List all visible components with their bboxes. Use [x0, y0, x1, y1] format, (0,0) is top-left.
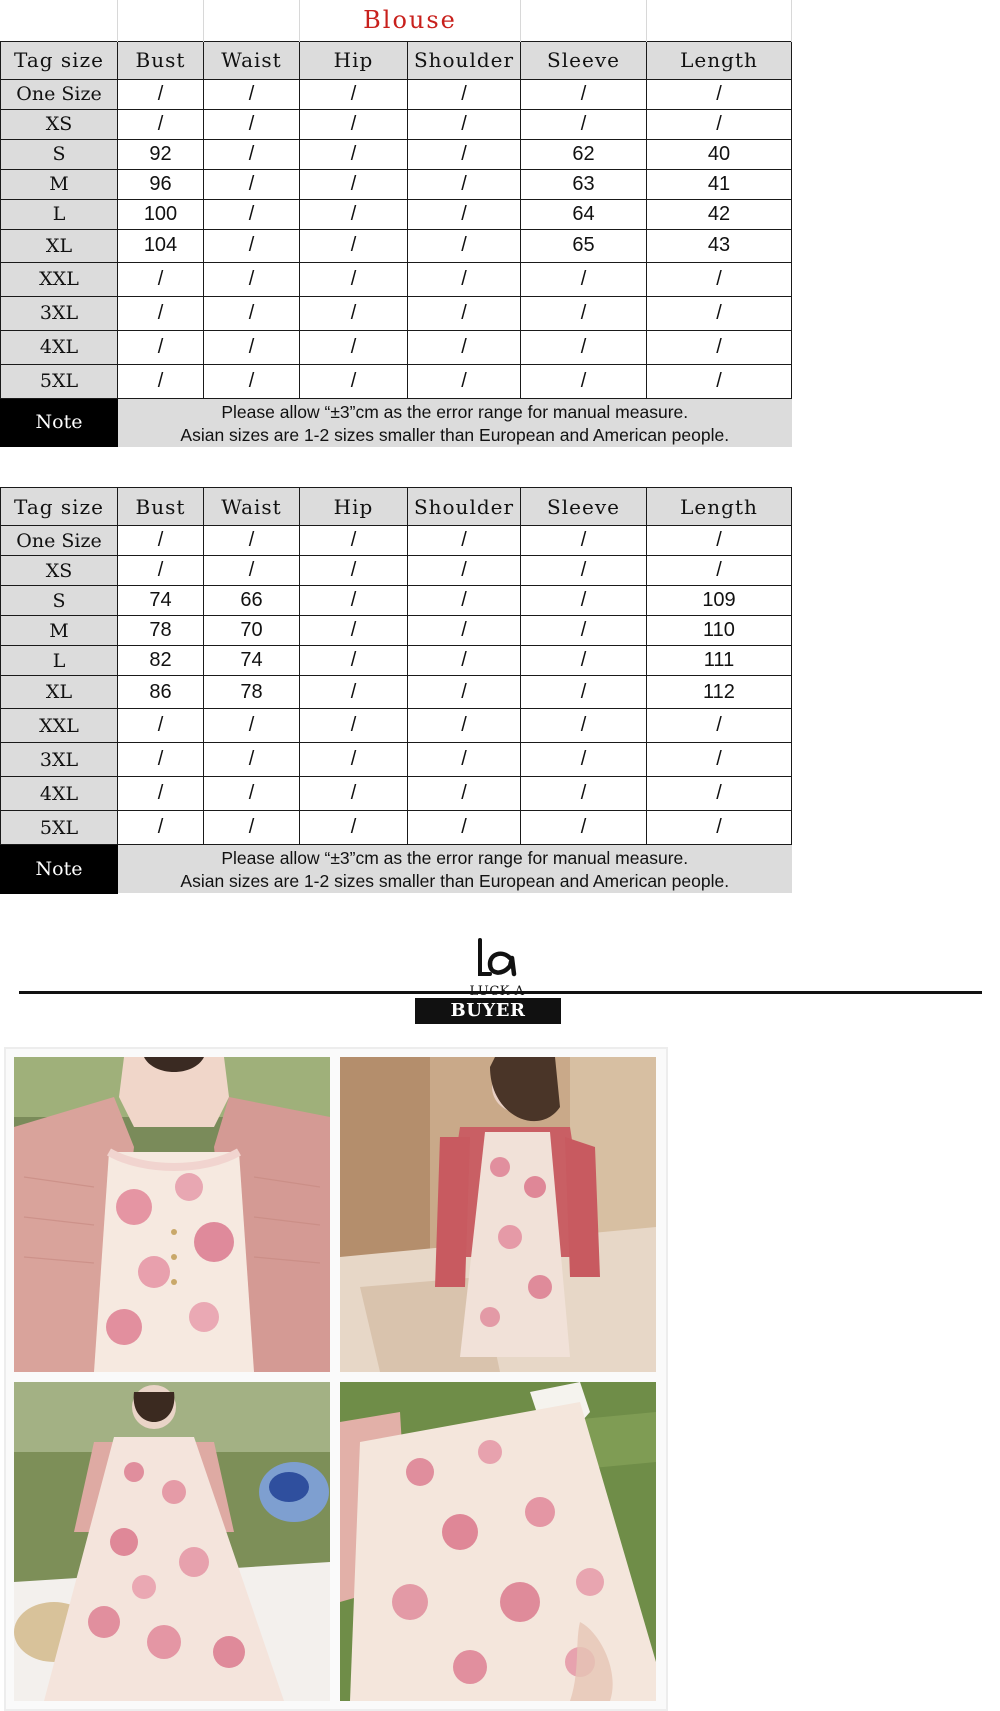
blouse-cell: /	[204, 296, 300, 330]
blouse-cell: 92	[118, 139, 204, 169]
blouse-cell: 63	[521, 169, 647, 199]
blouse-row	[1, 109, 792, 139]
blouse-cell: /	[300, 109, 408, 139]
blouse-cell: 100	[118, 199, 204, 229]
dress-cell: /	[300, 777, 408, 811]
blouse-cell: /	[118, 262, 204, 296]
dress-header-cell: Waist	[204, 488, 300, 526]
blouse-row	[1, 199, 792, 229]
dress-cell: 82	[118, 646, 204, 676]
blouse-header-cell: Shoulder	[408, 41, 521, 79]
blouse-cell: 65	[521, 229, 647, 262]
dress-header-cell: Length	[647, 488, 792, 526]
blouse-cell: /	[647, 364, 792, 398]
blouse-cell: 43	[647, 229, 792, 262]
dress-cell: /	[408, 811, 521, 845]
blouse-cell: /	[204, 109, 300, 139]
dress-size-label: S	[1, 586, 118, 616]
blouse-cell: 64	[521, 199, 647, 229]
dress-cell: /	[118, 556, 204, 586]
blouse-cell: /	[300, 229, 408, 262]
dress-cell: /	[521, 676, 647, 709]
blouse-header-cell: Tag size	[1, 41, 118, 79]
dress-cell: /	[300, 743, 408, 777]
dress-header-cell: Shoulder	[408, 488, 521, 526]
blouse-cell: /	[300, 296, 408, 330]
blouse-row	[1, 169, 792, 199]
dress-cell: /	[521, 811, 647, 845]
dress-cell: /	[408, 616, 521, 646]
dress-row	[1, 709, 792, 743]
dress-cell: /	[408, 646, 521, 676]
blouse-cell: /	[408, 139, 521, 169]
blouse-header-cell: Sleeve	[521, 41, 647, 79]
brand-header	[0, 936, 1000, 1047]
blouse-size-label: 5XL	[1, 364, 118, 398]
blouse-cell: /	[521, 262, 647, 296]
blouse-cell: /	[204, 79, 300, 109]
dress-cell: /	[647, 743, 792, 777]
blouse-cell: /	[204, 169, 300, 199]
blouse-cell: /	[408, 330, 521, 364]
blouse-header-cell: Bust	[118, 41, 204, 79]
buyer-photo-2	[340, 1057, 656, 1372]
dress-row	[1, 616, 792, 646]
dress-row	[1, 777, 792, 811]
dress-cell: 78	[118, 616, 204, 646]
blouse-cell: /	[118, 296, 204, 330]
blouse-cell: /	[521, 364, 647, 398]
dress-cell: /	[204, 526, 300, 556]
dress-note-text	[118, 845, 792, 894]
blouse-cell: /	[647, 109, 792, 139]
dress-cell: 109	[647, 586, 792, 616]
blouse-cell: /	[300, 364, 408, 398]
blouse-cell: /	[300, 79, 408, 109]
blouse-size-label: XL	[1, 229, 118, 262]
blouse-note-text	[118, 398, 792, 447]
dress-cell: 66	[204, 586, 300, 616]
dress-cell: 70	[204, 616, 300, 646]
dress-cell: /	[408, 676, 521, 709]
blouse-header-cell: Hip	[300, 41, 408, 79]
blouse-header-cell: Waist	[204, 41, 300, 79]
blouse-cell: /	[300, 139, 408, 169]
dress-cell: /	[118, 709, 204, 743]
blouse-cell: 96	[118, 169, 204, 199]
blouse-cell: /	[408, 169, 521, 199]
dress-cell: /	[300, 676, 408, 709]
dress-row	[1, 811, 792, 845]
blouse-cell: /	[204, 229, 300, 262]
dress-cell: /	[408, 743, 521, 777]
blouse-size-table	[0, 0, 792, 447]
dress-row	[1, 556, 792, 586]
blouse-cell: /	[204, 330, 300, 364]
dress-cell: 74	[204, 646, 300, 676]
dress-cell: /	[300, 586, 408, 616]
dress-cell: /	[118, 743, 204, 777]
dress-row	[1, 526, 792, 556]
dress-size-table	[0, 487, 792, 894]
dress-cell: /	[647, 777, 792, 811]
dress-cell: 111	[647, 646, 792, 676]
blouse-cell: /	[521, 109, 647, 139]
dress-cell: /	[300, 556, 408, 586]
blouse-cell: /	[521, 296, 647, 330]
blouse-cell: /	[647, 330, 792, 364]
dress-cell: /	[408, 709, 521, 743]
dress-cell: /	[204, 709, 300, 743]
blouse-row	[1, 79, 792, 109]
blouse-note-row	[1, 398, 792, 447]
blouse-cell: /	[408, 79, 521, 109]
dress-cell: /	[521, 709, 647, 743]
dress-cell: /	[204, 777, 300, 811]
blouse-cell: /	[300, 169, 408, 199]
buyer-photo-3	[14, 1382, 330, 1701]
dress-cell: /	[118, 777, 204, 811]
dress-cell: /	[300, 646, 408, 676]
dress-cell: /	[118, 811, 204, 845]
dress-cell: /	[118, 526, 204, 556]
blouse-cell: /	[300, 199, 408, 229]
blouse-size-label: S	[1, 139, 118, 169]
dress-cell: /	[521, 646, 647, 676]
blouse-cell: 41	[647, 169, 792, 199]
dress-row	[1, 743, 792, 777]
blouse-cell: /	[647, 262, 792, 296]
blouse-cell: /	[408, 199, 521, 229]
blouse-cell: /	[521, 330, 647, 364]
brand-logo	[466, 936, 526, 984]
blouse-cell: /	[408, 364, 521, 398]
blouse-cell: /	[408, 262, 521, 296]
dress-row	[1, 586, 792, 616]
dress-cell: /	[204, 743, 300, 777]
blouse-cell: /	[204, 364, 300, 398]
dress-cell: /	[521, 526, 647, 556]
dress-cell: /	[300, 526, 408, 556]
blouse-table-title: Blouse	[300, 0, 521, 41]
dress-cell: /	[300, 709, 408, 743]
blouse-note-line-1: Please allow “±3”cm as the error range for manual measure.	[221, 401, 689, 422]
blouse-cell: /	[118, 79, 204, 109]
blouse-row	[1, 262, 792, 296]
blouse-cell: 42	[647, 199, 792, 229]
dress-cell: /	[521, 556, 647, 586]
blouse-size-label: XXL	[1, 262, 118, 296]
blouse-note-label: Note	[1, 398, 118, 447]
dress-header-cell: Tag size	[1, 488, 118, 526]
divider-line	[19, 991, 982, 994]
blouse-cell: 104	[118, 229, 204, 262]
blouse-cell: /	[408, 296, 521, 330]
buyer-photo-gallery	[4, 1047, 668, 1711]
blouse-cell: /	[408, 229, 521, 262]
blouse-cell: /	[300, 262, 408, 296]
dress-size-label: M	[1, 616, 118, 646]
dress-cell: /	[521, 616, 647, 646]
blouse-cell: /	[118, 330, 204, 364]
blouse-row	[1, 139, 792, 169]
dress-size-label: 4XL	[1, 777, 118, 811]
dress-cell: 86	[118, 676, 204, 709]
dress-cell: /	[408, 556, 521, 586]
dress-row	[1, 646, 792, 676]
dress-cell: /	[647, 811, 792, 845]
dress-header-cell: Bust	[118, 488, 204, 526]
dress-row	[1, 676, 792, 709]
dress-cell: /	[521, 586, 647, 616]
dress-size-label: XL	[1, 676, 118, 709]
blouse-cell: /	[300, 330, 408, 364]
dress-cell: 78	[204, 676, 300, 709]
dress-size-label: L	[1, 646, 118, 676]
blouse-size-label: One Size	[1, 79, 118, 109]
dress-header-cell: Hip	[300, 488, 408, 526]
dress-header-row	[1, 488, 792, 526]
blouse-cell: /	[647, 296, 792, 330]
dress-note-line-2: Asian sizes are 1-2 sizes smaller than European and American people.	[180, 871, 730, 891]
dress-size-label: XS	[1, 556, 118, 586]
dress-cell: /	[204, 811, 300, 845]
dress-cell: /	[300, 811, 408, 845]
dress-size-label: One Size	[1, 526, 118, 556]
blouse-row	[1, 229, 792, 262]
dress-cell: /	[647, 526, 792, 556]
blouse-size-label: 4XL	[1, 330, 118, 364]
buyer-show-badge: BUYER SHOW	[415, 998, 561, 1024]
blouse-cell: /	[118, 109, 204, 139]
blouse-size-label: M	[1, 169, 118, 199]
blouse-cell: /	[204, 199, 300, 229]
dress-cell: 112	[647, 676, 792, 709]
dress-cell: /	[521, 743, 647, 777]
blouse-size-label: 3XL	[1, 296, 118, 330]
dress-cell: /	[647, 556, 792, 586]
blouse-cell: /	[521, 79, 647, 109]
dress-cell: /	[408, 777, 521, 811]
blouse-header-cell: Length	[647, 41, 792, 79]
dress-cell: /	[408, 526, 521, 556]
blouse-cell: 62	[521, 139, 647, 169]
blouse-cell: /	[204, 262, 300, 296]
dress-size-label: XXL	[1, 709, 118, 743]
blouse-size-label: XS	[1, 109, 118, 139]
blouse-cell: 40	[647, 139, 792, 169]
blouse-cell: /	[408, 109, 521, 139]
dress-size-label: 5XL	[1, 811, 118, 845]
dress-cell: /	[647, 709, 792, 743]
blouse-note-line-2: Asian sizes are 1-2 sizes smaller than European and American people.	[180, 424, 730, 445]
dress-note-line-1: Please allow “±3”cm as the error range for manual measure.	[221, 848, 689, 868]
blouse-row	[1, 330, 792, 364]
dress-size-label: 3XL	[1, 743, 118, 777]
buyer-photo-4	[340, 1382, 656, 1701]
blouse-cell: /	[204, 139, 300, 169]
blouse-header-row	[1, 41, 792, 79]
dress-header-cell: Sleeve	[521, 488, 647, 526]
blouse-row	[1, 296, 792, 330]
dress-cell: /	[408, 586, 521, 616]
dress-cell: /	[521, 777, 647, 811]
blouse-cell: /	[647, 79, 792, 109]
buyer-photo-1	[14, 1057, 330, 1372]
dress-note-row	[1, 845, 792, 894]
blouse-cell: /	[118, 364, 204, 398]
dress-cell: 110	[647, 616, 792, 646]
dress-note-label: Note	[1, 845, 118, 894]
dress-cell: /	[300, 616, 408, 646]
dress-cell: /	[204, 556, 300, 586]
blouse-row	[1, 364, 792, 398]
blouse-size-label: L	[1, 199, 118, 229]
dress-cell: 74	[118, 586, 204, 616]
